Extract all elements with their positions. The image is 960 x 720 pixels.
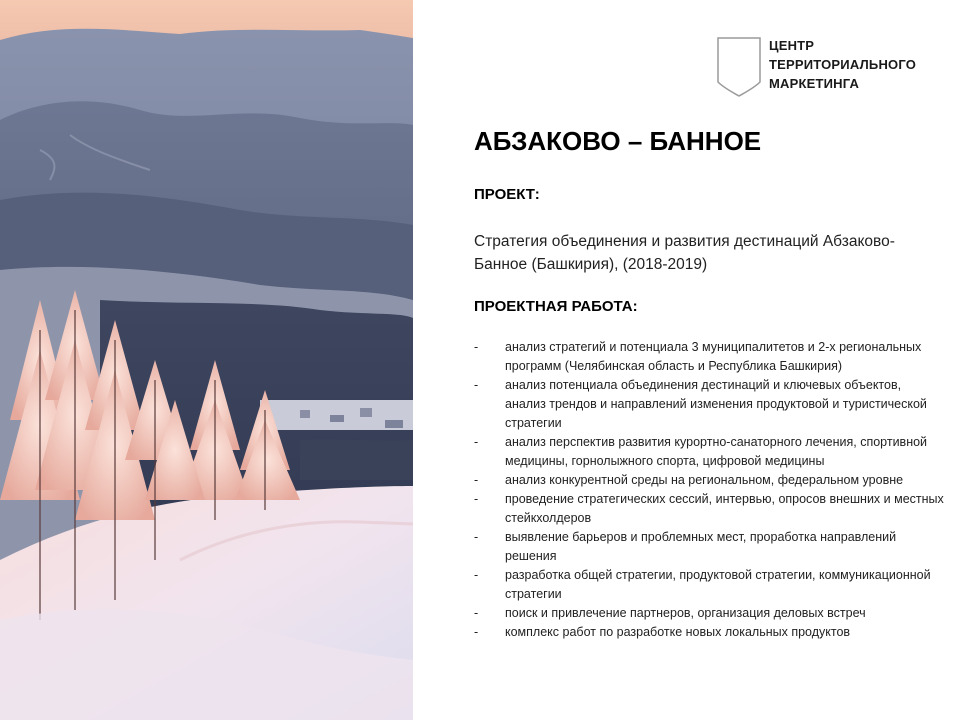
winter-landscape-photo	[0, 0, 413, 720]
center-territorial-marketing-logo	[716, 36, 946, 98]
bullet-dash: -	[474, 625, 479, 639]
list-item-text: анализ потенциала объединения дестинаций и ключевых объектов, анализ трендов и направлений изменения продуктовой и туристической стратегии	[505, 378, 927, 430]
list-item	[474, 490, 944, 528]
list-item	[474, 338, 944, 376]
list-item-text: выявление барьеров и проблемных мест, проработка направлений решения	[505, 530, 897, 563]
list-item-text: проведение стратегических сессий, интервью, опросов внешних и местных стейкхолдеров	[505, 492, 944, 525]
list-item	[474, 376, 944, 433]
shield-icon	[716, 36, 762, 98]
list-item	[474, 566, 944, 604]
bullet-dash: -	[474, 435, 479, 449]
logo-line-1: ЦЕНТР	[769, 38, 815, 53]
list-item	[474, 528, 944, 566]
logo-text	[769, 36, 916, 93]
project-work-list	[474, 338, 944, 642]
list-item-text: анализ стратегий и потенциала 3 муниципалитетов и 2-х региональных программ (Челябинская область и Республика Башкирия)	[505, 340, 922, 373]
page-title: АБЗАКОВО – БАННОЕ	[474, 126, 762, 156]
project-work-heading: ПРОЕКТНАЯ РАБОТА:	[474, 298, 638, 315]
list-item	[474, 471, 944, 490]
bullet-dash: -	[474, 378, 479, 392]
list-item	[474, 433, 944, 471]
list-item-text: поиск и привлечение партнеров, организация деловых встреч	[505, 606, 866, 620]
logo-line-3: МАРКЕТИНГА	[769, 76, 860, 91]
bullet-dash: -	[474, 606, 479, 620]
logo-line-2: ТЕРРИТОРИАЛЬНОГО	[769, 57, 917, 72]
list-item-text: анализ перспектив развития курортно-санаторного лечения, спортивной медицины, горнолыжного спорта, цифровой медицины	[505, 435, 928, 468]
list-item-text: анализ конкурентной среды на региональном, федеральном уровне	[505, 473, 904, 487]
list-item	[474, 623, 944, 642]
project-description: Стратегия объединения и развития дестинаций Абзаково-Банное (Башкирия), (2018-2019)	[474, 233, 895, 273]
bullet-dash: -	[474, 340, 479, 354]
bullet-dash: -	[474, 530, 479, 544]
list-item	[474, 604, 944, 623]
bullet-dash: -	[474, 473, 479, 487]
list-item-text: разработка общей стратегии, продуктовой стратегии, коммуникационной стратегии	[505, 568, 931, 601]
list-item-text: комплекс работ по разработке новых локальных продуктов	[505, 625, 851, 639]
bullet-dash: -	[474, 568, 479, 582]
project-heading: ПРОЕКТ:	[474, 186, 540, 203]
bullet-dash: -	[474, 492, 479, 506]
